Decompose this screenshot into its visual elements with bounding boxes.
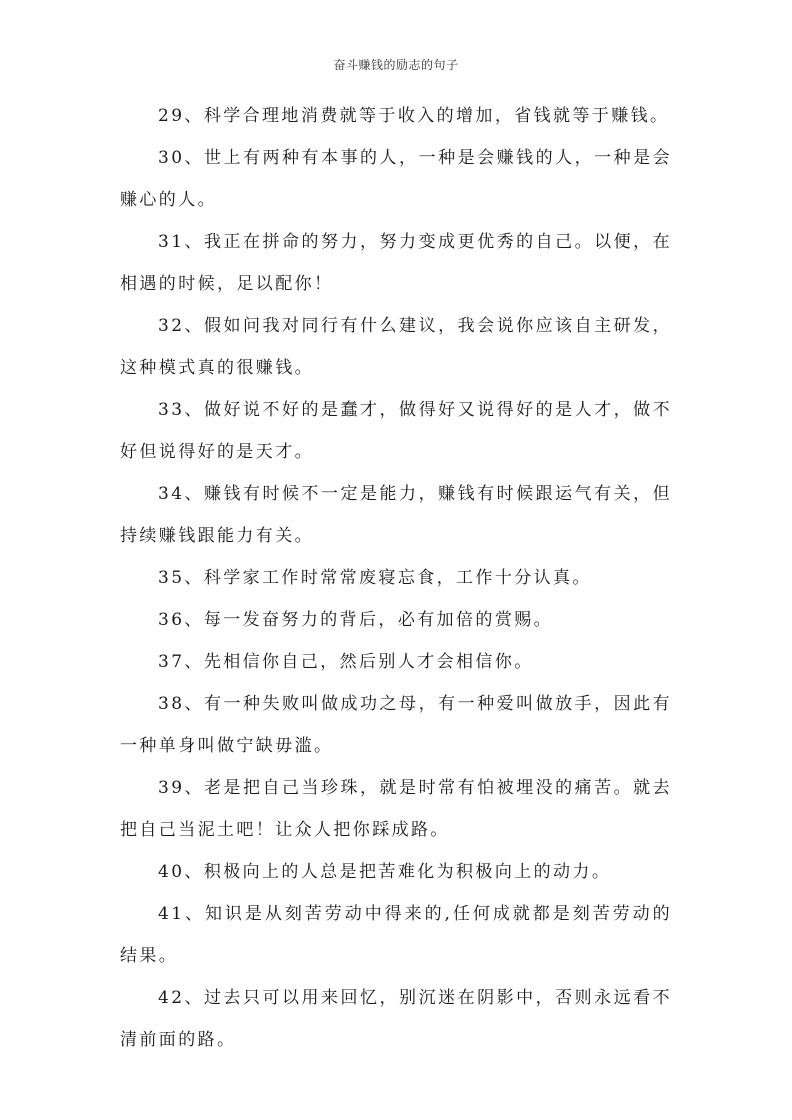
- quote-paragraph-33: 33、做好说不好的是蠢才，做得好又说得好的是人才，做不好但说得好的是天才。: [120, 400, 672, 462]
- quote-paragraph-32: 32、假如问我对同行有什么建议，我会说你应该自主研发，这种模式真的很赚钱。: [120, 316, 672, 378]
- quote-paragraph-35: 35、科学家工作时常常废寝忘食，工作十分认真。: [158, 568, 592, 588]
- quote-paragraph-41: 41、知识是从刻苦劳动中得来的,任何成就都是刻苦劳动的结果。: [120, 904, 672, 966]
- quote-paragraph-34: 34、赚钱有时候不一定是能力，赚钱有时候跟运气有关，但持续赚钱跟能力有关。: [120, 484, 672, 546]
- quote-paragraph-37: 37、先相信你自己，然后别人才会相信你。: [158, 652, 534, 672]
- page-header-title: 奋斗赚钱的励志的句子: [333, 58, 459, 72]
- quote-paragraph-36: 36、每一发奋努力的背后，必有加倍的赏赐。: [158, 610, 554, 630]
- quote-paragraph-29: 29、科学合理地消费就等于收入的增加，省钱就等于赚钱。: [158, 106, 670, 126]
- quote-paragraph-38: 38、有一种失败叫做成功之母，有一种爱叫做放手，因此有一种单身叫做宁缺毋滥。: [120, 694, 672, 756]
- quote-paragraph-30: 30、世上有两种有本事的人，一种是会赚钱的人，一种是会赚心的人。: [120, 148, 672, 210]
- quote-paragraph-31: 31、我正在拼命的努力，努力变成更优秀的自己。以便，在相遇的时候，足以配你！: [120, 232, 672, 294]
- quote-paragraph-40: 40、积极向上的人总是把苦难化为积极向上的动力。: [158, 862, 612, 882]
- document-body: [120, 95, 672, 1061]
- quote-paragraph-39: 39、老是把自己当珍珠，就是时常有怕被埋没的痛苦。就去把自己当泥土吧！让众人把你踩成路。: [120, 778, 672, 840]
- quote-paragraph-42: 42、过去只可以用来回忆，别沉迷在阴影中，否则永远看不清前面的路。: [120, 988, 672, 1050]
